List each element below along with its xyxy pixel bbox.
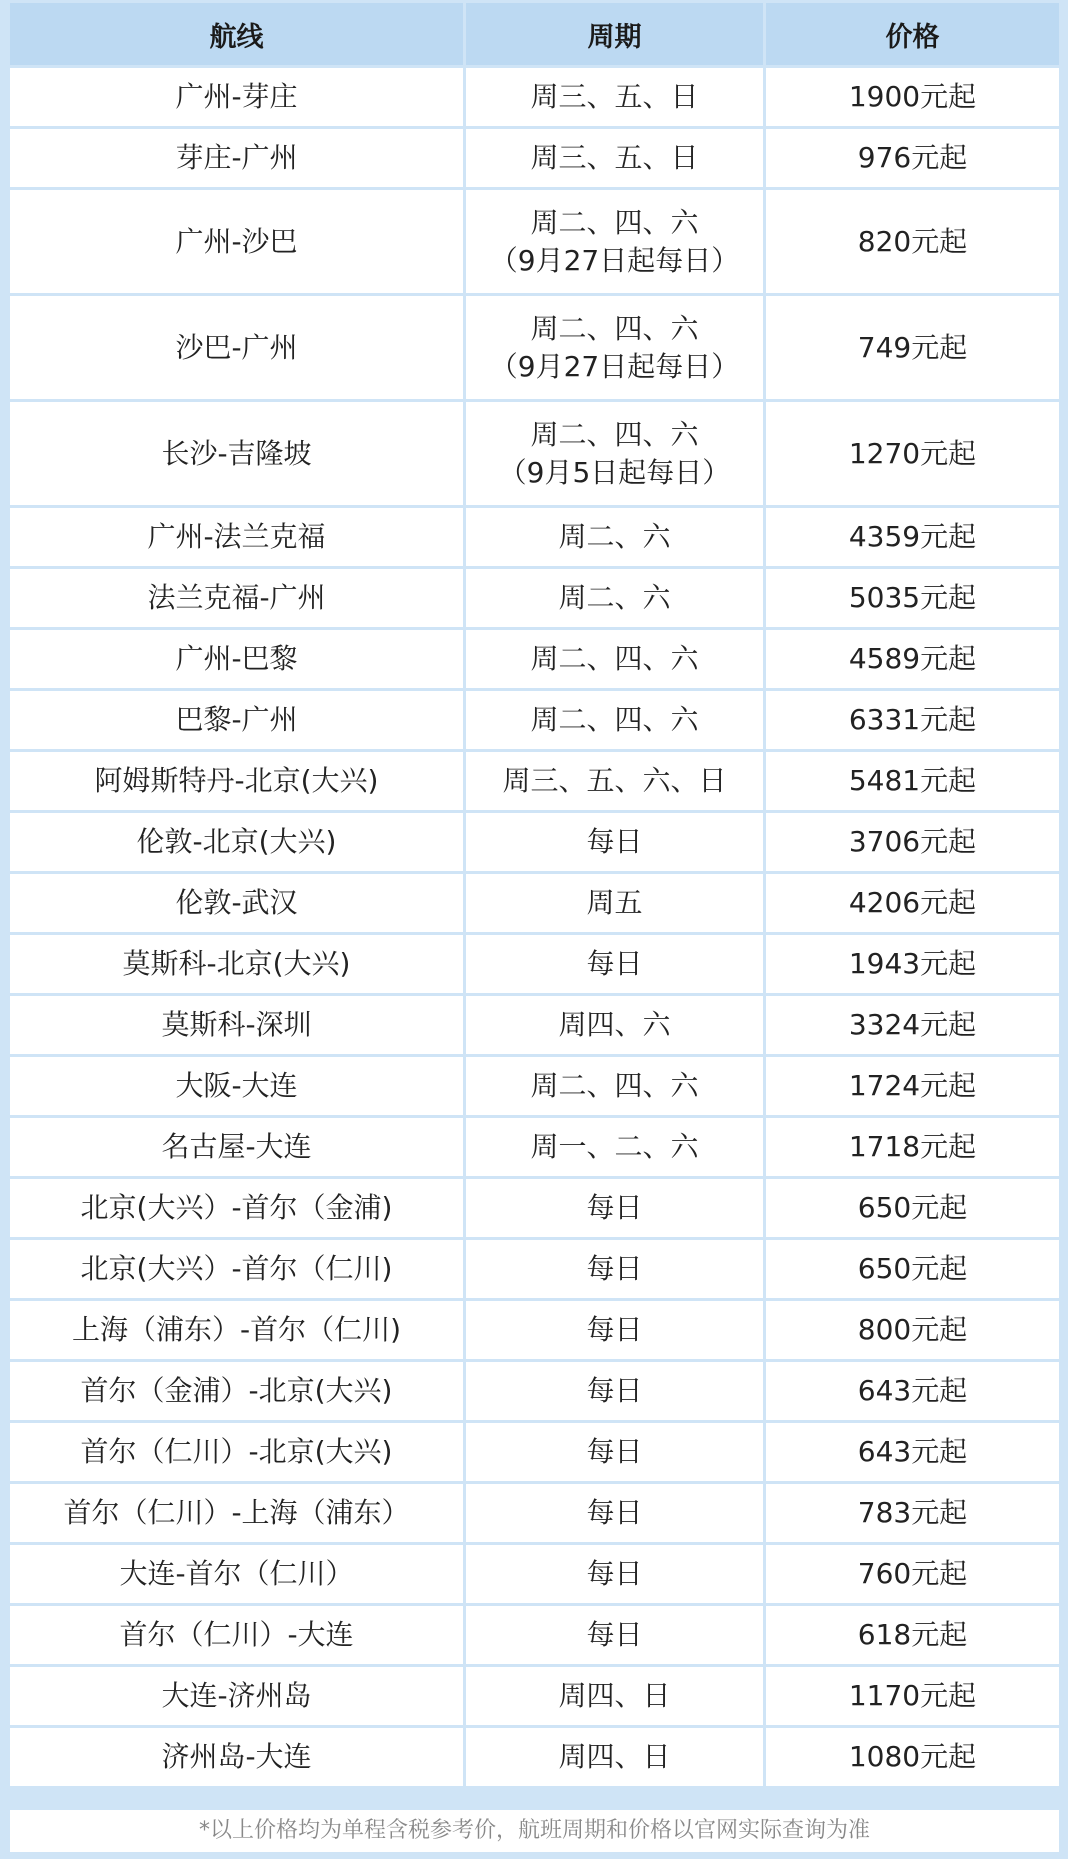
schedule-cell <box>463 1057 763 1115</box>
route-cell: 巴黎-广州 <box>10 691 463 749</box>
route-cell: 首尔（金浦）-北京(大兴) <box>10 1362 463 1420</box>
price-cell: 800元起 <box>763 1301 1059 1359</box>
table-row <box>10 935 1059 993</box>
route-cell: 上海（浦东）-首尔（仁川) <box>10 1301 463 1359</box>
route-cell: 北京(大兴）-首尔（仁川) <box>10 1240 463 1298</box>
schedule-cell <box>463 935 763 993</box>
schedule-cell <box>463 1301 763 1359</box>
route-cell: 长沙-吉隆坡 <box>10 402 463 505</box>
route-cell: 济州岛-大连 <box>10 1728 463 1786</box>
schedule-line: 每日 <box>586 1313 643 1346</box>
route-cell: 广州-巴黎 <box>10 630 463 688</box>
schedule-cell <box>463 1118 763 1176</box>
price-cell: 643元起 <box>763 1423 1059 1481</box>
price-cell: 1080元起 <box>763 1728 1059 1786</box>
schedule-line: 周二、四、六 <box>530 642 699 675</box>
schedule-cell <box>463 1728 763 1786</box>
schedule-cell <box>463 569 763 627</box>
route-cell: 沙巴-广州 <box>10 296 463 399</box>
table-row <box>10 402 1059 505</box>
schedule-cell <box>463 630 763 688</box>
route-cell: 莫斯科-深圳 <box>10 996 463 1054</box>
price-cell: 4589元起 <box>763 630 1059 688</box>
table-row <box>10 1667 1059 1725</box>
price-cell: 976元起 <box>763 129 1059 187</box>
route-cell: 首尔（仁川）-北京(大兴) <box>10 1423 463 1481</box>
table-row <box>10 508 1059 566</box>
price-cell: 3706元起 <box>763 813 1059 871</box>
table-row <box>10 1118 1059 1176</box>
price-cell: 4359元起 <box>763 508 1059 566</box>
table-row <box>10 996 1059 1054</box>
table-row <box>10 296 1059 399</box>
price-cell: 4206元起 <box>763 874 1059 932</box>
route-cell: 大阪-大连 <box>10 1057 463 1115</box>
table-row <box>10 752 1059 810</box>
price-cell: 749元起 <box>763 296 1059 399</box>
schedule-cell <box>463 691 763 749</box>
schedule-cell <box>463 1240 763 1298</box>
table-row <box>10 1057 1059 1115</box>
route-fare-table <box>10 0 1059 1789</box>
schedule-cell <box>463 996 763 1054</box>
schedule-line: （9月5日起每日） <box>498 455 731 489</box>
schedule-line: 每日 <box>586 1374 643 1407</box>
schedule-line: 每日 <box>586 1557 643 1590</box>
schedule-line: 周四、日 <box>558 1679 671 1712</box>
table-body <box>10 68 1059 1786</box>
schedule-cell <box>463 508 763 566</box>
schedule-cell <box>463 1484 763 1542</box>
schedule-line: 周三、五、日 <box>530 80 699 113</box>
price-cell: 1943元起 <box>763 935 1059 993</box>
schedule-line: 每日 <box>586 825 643 858</box>
schedule-line: （9月27日起每日） <box>489 349 740 383</box>
schedule-line: 周四、日 <box>558 1740 671 1773</box>
table-row <box>10 129 1059 187</box>
table-row <box>10 190 1059 293</box>
table-row <box>10 1301 1059 1359</box>
route-cell: 广州-法兰克福 <box>10 508 463 566</box>
route-cell: 广州-芽庄 <box>10 68 463 126</box>
schedule-line: 周二、四、六 <box>530 311 699 345</box>
price-cell: 1170元起 <box>763 1667 1059 1725</box>
table-row <box>10 1728 1059 1786</box>
schedule-line: 周二、四、六 <box>530 703 699 736</box>
table-row <box>10 874 1059 932</box>
schedule-line: 周五 <box>586 886 643 919</box>
route-cell: 大连-济州岛 <box>10 1667 463 1725</box>
table-row <box>10 630 1059 688</box>
schedule-line: 每日 <box>586 1496 643 1529</box>
table-row <box>10 1423 1059 1481</box>
route-cell: 伦敦-武汉 <box>10 874 463 932</box>
table-row <box>10 1484 1059 1542</box>
schedule-line: 每日 <box>586 1618 643 1651</box>
table-row <box>10 1606 1059 1664</box>
schedule-line: 周一、二、六 <box>530 1130 699 1163</box>
schedule-cell <box>463 296 763 399</box>
route-cell: 名古屋-大连 <box>10 1118 463 1176</box>
schedule-line: 周三、五、六、日 <box>502 764 727 797</box>
schedule-line: 周二、六 <box>558 520 671 553</box>
route-cell: 北京(大兴）-首尔（金浦) <box>10 1179 463 1237</box>
schedule-line: （9月27日起每日） <box>489 243 740 277</box>
price-cell: 760元起 <box>763 1545 1059 1603</box>
schedule-cell <box>463 874 763 932</box>
table-row <box>10 68 1059 126</box>
schedule-cell <box>463 68 763 126</box>
table-row <box>10 813 1059 871</box>
schedule-line: 周三、五、日 <box>530 141 699 174</box>
price-cell: 1724元起 <box>763 1057 1059 1115</box>
table-row <box>10 1545 1059 1603</box>
schedule-cell <box>463 813 763 871</box>
route-cell: 莫斯科-北京(大兴) <box>10 935 463 993</box>
schedule-line: 每日 <box>586 1191 643 1224</box>
schedule-cell <box>463 1545 763 1603</box>
price-cell: 1270元起 <box>763 402 1059 505</box>
schedule-cell <box>463 1362 763 1420</box>
table-header-row <box>10 3 1059 65</box>
price-cell: 5481元起 <box>763 752 1059 810</box>
schedule-cell <box>463 1606 763 1664</box>
schedule-cell <box>463 1667 763 1725</box>
table-row <box>10 569 1059 627</box>
schedule-line: 周二、四、六 <box>530 1069 699 1102</box>
route-cell: 阿姆斯特丹-北京(大兴) <box>10 752 463 810</box>
schedule-line: 周四、六 <box>558 1008 671 1041</box>
schedule-cell <box>463 129 763 187</box>
schedule-cell <box>463 1423 763 1481</box>
table-row <box>10 1362 1059 1420</box>
schedule-line: 周二、四、六 <box>530 205 699 239</box>
price-cell: 820元起 <box>763 190 1059 293</box>
schedule-line: 周二、六 <box>558 581 671 614</box>
schedule-cell <box>463 752 763 810</box>
schedule-cell <box>463 1179 763 1237</box>
price-cell: 3324元起 <box>763 996 1059 1054</box>
route-cell: 首尔（仁川）-上海（浦东） <box>10 1484 463 1542</box>
route-cell: 大连-首尔（仁川） <box>10 1545 463 1603</box>
price-cell: 5035元起 <box>763 569 1059 627</box>
schedule-cell <box>463 402 763 505</box>
header-schedule: 周期 <box>463 3 763 65</box>
footnote: *以上价格均为单程含税参考价，航班周期和价格以官网实际查询为准 <box>10 1810 1059 1852</box>
price-cell: 1718元起 <box>763 1118 1059 1176</box>
route-cell: 芽庄-广州 <box>10 129 463 187</box>
price-cell: 618元起 <box>763 1606 1059 1664</box>
price-cell: 650元起 <box>763 1179 1059 1237</box>
table-row <box>10 1179 1059 1237</box>
header-price: 价格 <box>763 3 1059 65</box>
route-cell: 首尔（仁川）-大连 <box>10 1606 463 1664</box>
schedule-cell <box>463 190 763 293</box>
table-row <box>10 1240 1059 1298</box>
route-cell: 广州-沙巴 <box>10 190 463 293</box>
price-cell: 6331元起 <box>763 691 1059 749</box>
price-cell: 1900元起 <box>763 68 1059 126</box>
route-cell: 法兰克福-广州 <box>10 569 463 627</box>
price-cell: 783元起 <box>763 1484 1059 1542</box>
price-cell: 650元起 <box>763 1240 1059 1298</box>
schedule-line: 每日 <box>586 1435 643 1468</box>
table-row <box>10 691 1059 749</box>
schedule-line: 周二、四、六 <box>530 417 699 451</box>
route-cell: 伦敦-北京(大兴) <box>10 813 463 871</box>
price-cell: 643元起 <box>763 1362 1059 1420</box>
schedule-line: 每日 <box>586 1252 643 1285</box>
header-route: 航线 <box>10 3 463 65</box>
schedule-line: 每日 <box>586 947 643 980</box>
